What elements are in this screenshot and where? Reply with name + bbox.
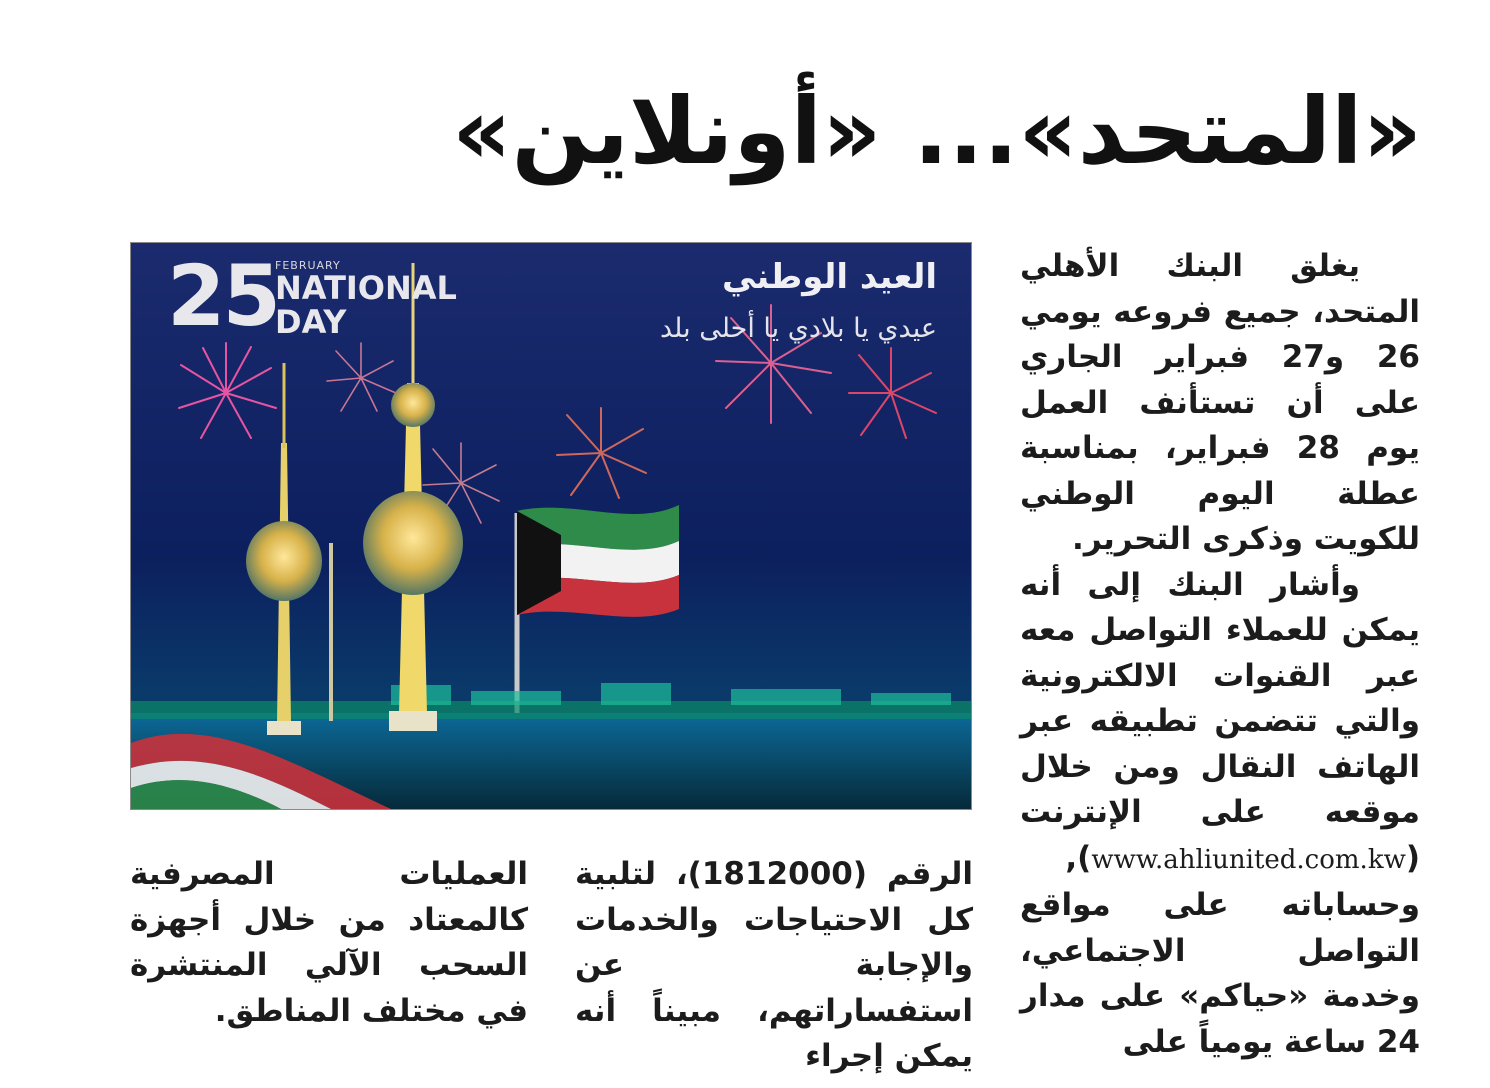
badge-day-number: 25 — [167, 247, 278, 345]
article-column-right — [1020, 244, 1420, 1065]
article-paragraph-2 — [1020, 563, 1420, 1066]
article-column-middle — [575, 852, 973, 1080]
paragraph-2-intro: وأشار البنك إلى أنه يمكن للعملاء التواصل معه عبر القنوات الالكترونية والتي تتضمن تطبيقه عبر الهاتف النقال ومن خلال موقعه على الإنترنت ( — [1020, 566, 1420, 876]
article-paragraph-1: يغلق البنك الأهلي المتحد، جميع فروعه يومي 26 و27 فبراير الجاري على أن تستأنف العمل يوم 28 فبراير، بمناسبة عطلة اليوم الوطني للكويت وذكرى التحرير. — [1020, 248, 1420, 557]
article-column-left — [130, 852, 528, 1034]
badge-month: FEBRUARY — [275, 259, 341, 272]
national-day-photo — [130, 242, 972, 810]
bank-website-url: www.ahliunited.com.kw — [1091, 844, 1406, 875]
photo-subtitle-arabic: عيدي يا بلادي يا أحلى بلد — [659, 313, 937, 344]
badge-national-day: NATIONAL DAY — [275, 269, 457, 341]
photo-title-arabic: العيد الوطني — [721, 257, 937, 297]
article-left-text: العمليات المصرفية كالمعتاد من خلال أجهزة السحب الآلي المنتشرة في مختلف المناطق. — [130, 856, 528, 1029]
article-middle-text: الرقم (1812000)، لتلبية كل الاحتياجات والخدمات والإجابة عن استفساراتهم، مبيناً أنه يمكن إجراء — [575, 856, 974, 1074]
headline: «المتحد»... «أونلاين» — [452, 78, 1422, 185]
paragraph-2-continued: ), وحساباته على مواقع التواصل الاجتماعي، وخدمة «حياكم» على مدار 24 ساعة يومياً على — [1020, 839, 1420, 1060]
